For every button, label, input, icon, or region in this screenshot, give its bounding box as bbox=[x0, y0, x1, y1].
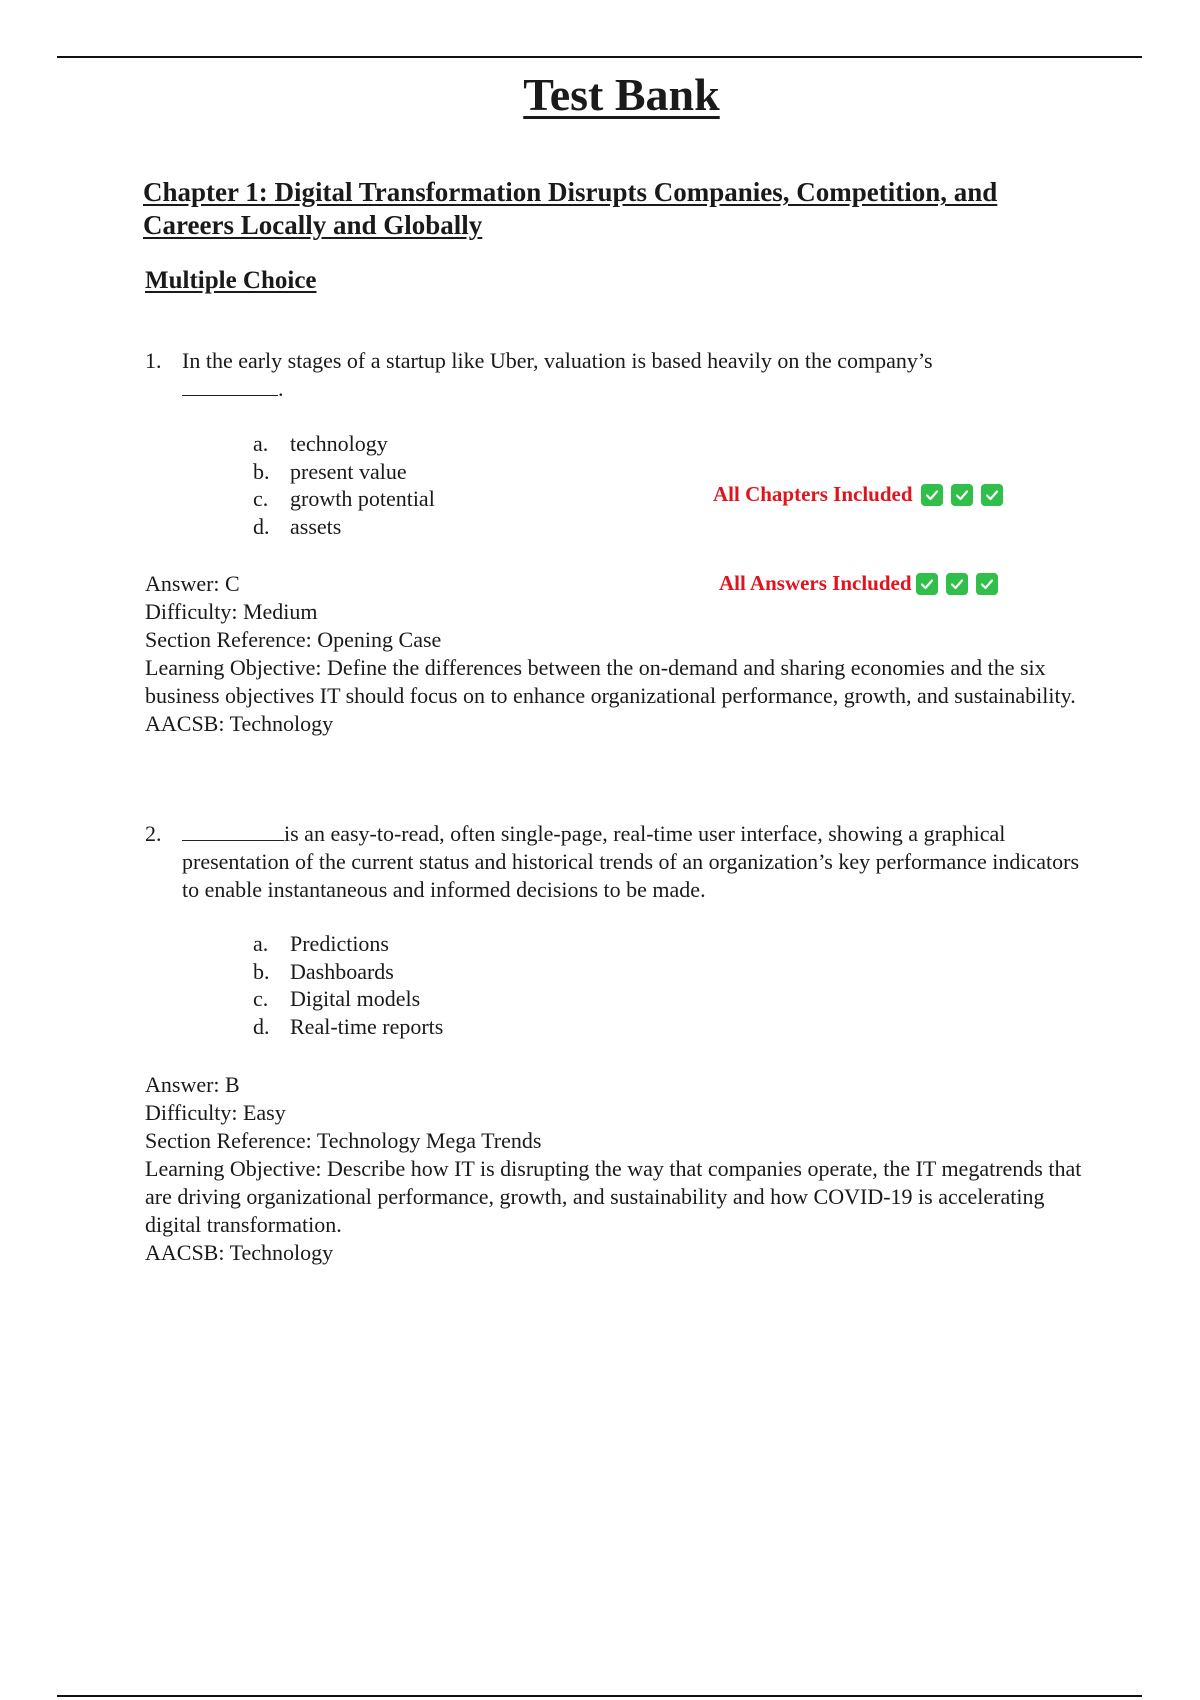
choice-item: b. present value bbox=[253, 458, 407, 484]
check-icon bbox=[921, 484, 943, 506]
choice-item: a. Predictions bbox=[253, 931, 389, 956]
choice-item: c. Digital models bbox=[253, 986, 421, 1011]
top-rule bbox=[57, 56, 1142, 58]
check-icon bbox=[916, 573, 938, 595]
page-title: Test Bank bbox=[523, 69, 720, 120]
aacsb-line: AACSB: Technology bbox=[145, 711, 334, 736]
section-heading: Multiple Choice bbox=[145, 267, 317, 294]
difficulty-line: Difficulty: Medium bbox=[145, 599, 318, 624]
learning-objective-line: Learning Objective: Define the differences between the on-demand and sharing economies and the six business objectives IT should focus on to enhance organizational performance, growth, and sustainability. bbox=[145, 655, 1076, 708]
section-reference-line: Section Reference: Technology Mega Trends bbox=[145, 1128, 542, 1153]
question-number: 1. bbox=[145, 348, 162, 373]
learning-objective-line: Learning Objective: Describe how IT is disrupting the way that companies operate, the IT megatrends that are driving organizational performance, growth, and sustainability and how COVID-19 is accelerating digital transformation. bbox=[145, 1156, 1082, 1237]
choice-item: d. Real-time reports bbox=[253, 1013, 444, 1039]
check-icon bbox=[946, 573, 968, 595]
check-icon bbox=[976, 573, 998, 595]
choice-item: b. Dashboards bbox=[253, 958, 394, 984]
check-icon bbox=[981, 484, 1003, 506]
bottom-rule bbox=[57, 1695, 1142, 1697]
choice-item: d. assets bbox=[253, 513, 342, 539]
question-2 bbox=[145, 820, 1085, 904]
question-stem: In the early stages of a startup like Uber, valuation is based heavily on the company’s . bbox=[182, 348, 933, 401]
check-icon bbox=[951, 484, 973, 506]
choice-item: c. growth potential bbox=[253, 486, 435, 511]
question-number: 2. bbox=[145, 821, 162, 846]
choice-list bbox=[253, 430, 435, 540]
choice-list bbox=[253, 930, 443, 1040]
question-1 bbox=[145, 347, 1075, 403]
section-reference-line: Section Reference: Opening Case bbox=[145, 627, 442, 652]
answer-line: Answer: B bbox=[145, 1072, 240, 1097]
choice-item: a. technology bbox=[253, 431, 388, 456]
question-2-details bbox=[145, 1071, 1085, 1267]
answer-blank bbox=[182, 377, 278, 396]
difficulty-line: Difficulty: Easy bbox=[145, 1100, 286, 1125]
all-answers-badge: All Answers Included bbox=[719, 571, 998, 596]
answer-blank bbox=[182, 822, 284, 841]
chapter-title: Chapter 1: Digital Transformation Disrupts Companies, Competition, and Careers Locally and Globally bbox=[143, 177, 998, 240]
question-stem: is an easy-to-read, often single-page, real-time user interface, showing a graphical presentation of the current status and historical trends of an organization’s key performance indicators to enable instantaneous and informed decisions to be made. bbox=[182, 821, 1080, 902]
aacsb-line: AACSB: Technology bbox=[145, 1240, 334, 1265]
all-chapters-badge: All Chapters Included bbox=[713, 482, 1003, 507]
answer-line: Answer: C bbox=[145, 571, 240, 596]
